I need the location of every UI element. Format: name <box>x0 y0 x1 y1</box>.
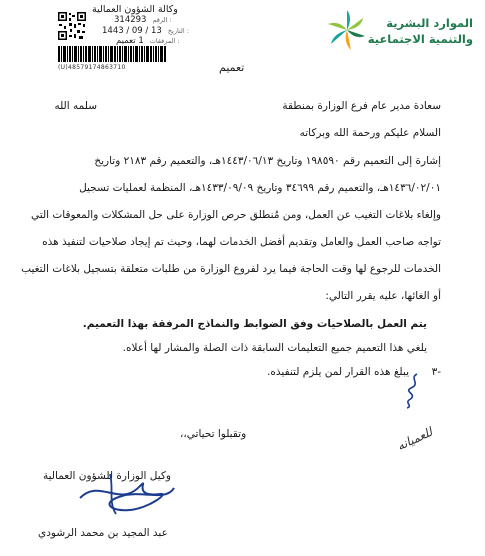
ministry-logo <box>323 6 473 56</box>
paragraph-line: وإلغاء بلاغات التغيب عن العمل، ومن مُنطلق حرص الوزارة على حل المشكلات والمعوقات التي <box>31 209 441 221</box>
handwritten-mark-icon <box>395 370 425 410</box>
circular-label: تعميم <box>219 61 245 74</box>
decision-item-3-number: -٣ <box>431 366 441 378</box>
signature-icon <box>70 468 180 516</box>
ref-attachments-label: المرفقات : <box>149 37 180 45</box>
paragraph-line: الخدمات للرجوع لها وقت الحاجة فيما يرد لفروع الوزارة من طلبات متعلقة بتسجيل بلاغات التغيب <box>21 263 441 275</box>
paragraph-line: تواجه صاحب العمل والعامل وتقديم أفضل الخدمات لهما، وحيث تم إيجاد صلاحيات لتنفيذ هذه <box>42 236 441 248</box>
recipient-greeting: سلمه الله <box>54 100 97 112</box>
logo-subtitle: والتنمية الاجتماعية <box>367 32 473 46</box>
closing-line: وتقبلوا تحياتي،، <box>180 428 247 440</box>
ref-number: 314293 <box>114 15 147 25</box>
logo-title: الموارد البشرية <box>386 16 473 30</box>
reference-info <box>92 15 189 47</box>
qr-code-icon <box>57 11 87 41</box>
ref-attachments: 1 تعميم <box>116 36 144 46</box>
decision-item-2: يلغي هذا التعميم جميع التعليمات السابقة ذات الصلة والمشار لها أعلاه. <box>122 342 427 354</box>
ministry-emblem-icon <box>325 8 369 52</box>
agency-name: وكالة الشؤون العمالية <box>92 4 178 15</box>
paragraph-line: إشارة إلى التعميم رقم ١٩٨٥٩٠ وتاريخ ١٤٤٣/٠٦/١٣هـ، والتعميم رقم ٢١٨٣ وتاريخ <box>94 155 441 167</box>
paragraph-line: أو الغائها، عليه يقرر التالي: <box>325 290 441 302</box>
handwritten-side-note: للعميانه <box>394 424 435 454</box>
decision-item-1: يتم العمل بالصلاحيات وفق الضوابط والنماذج المرفقة بهذا التعميم. <box>82 318 427 330</box>
recipient-line: سعادة مدير عام فرع الوزارة بمنطقة <box>282 100 441 112</box>
paragraph-line: ١٤٣٦/٠٢/٠١هـ، والتعميم رقم ٣٤٦٩٩ وتاريخ ١٤٣٣/٠٩/٠٩هـ، المنظمة لعمليات تسجيل <box>79 182 441 194</box>
barcode-number: (U)48579174863710 <box>58 64 126 71</box>
salutation: السلام عليكم ورحمة الله وبركاته <box>299 127 441 139</box>
decision-item-3: يبلغ هذه القرار لمن يلزم لتنفيذه. <box>267 366 409 378</box>
ref-number-label: الرقم : <box>152 16 172 24</box>
barcode-icon <box>58 46 166 62</box>
ref-date: 1443 / 09 / 13 <box>102 25 162 36</box>
ref-date-label: التاريخ : <box>167 26 189 35</box>
signatory-title: وكيل الوزارة للشؤون العمالية <box>43 470 171 482</box>
signatory-name: عبد المجيد بن محمد الرشودي <box>38 527 168 539</box>
